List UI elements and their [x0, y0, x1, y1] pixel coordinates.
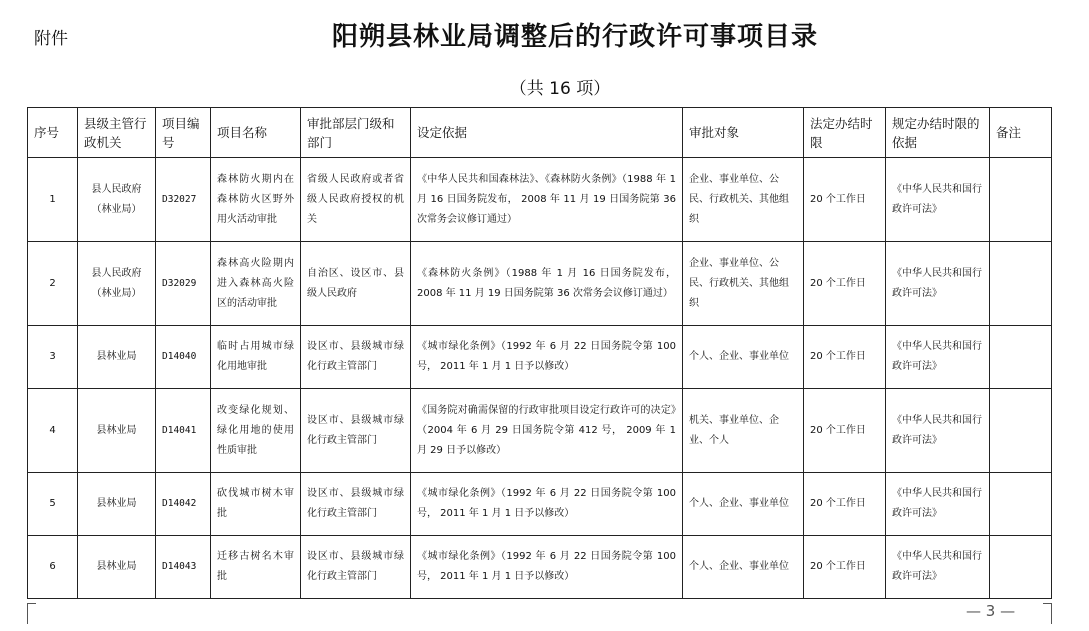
table-row	[28, 242, 1052, 326]
annex-label: 附件	[34, 29, 68, 49]
row-number: 6	[28, 536, 78, 599]
row-item-code: D14040	[156, 326, 211, 389]
row-item-name: 迁移古树名木审批	[211, 536, 301, 599]
column-header: 序号	[28, 108, 78, 158]
row-number: 4	[28, 389, 78, 473]
row-remark	[990, 242, 1052, 326]
row-remark	[990, 326, 1052, 389]
row-approval-object: 个人、企业、事业单位	[683, 326, 804, 389]
row-item-code: D14042	[156, 473, 211, 536]
document-title: 阳朔县林业局调整后的行政许可事项目录	[331, 22, 818, 52]
table-row	[28, 389, 1052, 473]
table-row	[28, 536, 1052, 599]
row-agency: 县林业局	[78, 473, 156, 536]
row-time-limit-basis: 《中华人民共和国行政许可法》	[886, 242, 990, 326]
row-approval-object: 机关、事业单位、企业、个人	[683, 389, 804, 473]
row-item-name: 改变绿化规划、绿化用地的使用性质审批	[211, 389, 301, 473]
column-header: 设定依据	[411, 108, 683, 158]
row-item-code: D32027	[156, 158, 211, 242]
permit-table	[27, 107, 1052, 599]
row-agency: 县林业局	[78, 536, 156, 599]
column-header: 审批对象	[683, 108, 804, 158]
row-legal-basis: 《中华人民共和国森林法》、《森林防火条例》（1988 年 1 月 16 日国务院发布， 2008 年 11 月 19 日国务院第 36 次常务会议修订通过）	[411, 158, 683, 242]
row-legal-basis: 《国务院对确需保留的行政审批项目设定行政许可的决定》（2004 年 6 月 29 日国务院令第 412 号， 2009 年 1 月 29 日予以修改）	[411, 389, 683, 473]
row-time-limit-basis: 《中华人民共和国行政许可法》	[886, 473, 990, 536]
row-time-limit: 20 个工作日	[804, 473, 886, 536]
row-legal-basis: 《城市绿化条例》（1992 年 6 月 22 日国务院令第 100 号， 2011 年 1 月 1 日予以修改）	[411, 473, 683, 536]
row-approval-dept: 省级人民政府或者省级人民政府授权的机关	[301, 158, 411, 242]
row-remark	[990, 536, 1052, 599]
row-approval-dept: 设区市、县级城市绿化行政主管部门	[301, 389, 411, 473]
item-count: （共 16 项）	[509, 79, 611, 99]
row-approval-object: 个人、企业、事业单位	[683, 536, 804, 599]
row-remark	[990, 473, 1052, 536]
table-header-row	[28, 108, 1052, 158]
row-time-limit: 20 个工作日	[804, 326, 886, 389]
row-approval-object: 企业、事业单位、公民、行政机关、其他组织	[683, 158, 804, 242]
row-remark	[990, 158, 1052, 242]
crop-mark-right	[1043, 603, 1052, 624]
column-header: 项目名称	[211, 108, 301, 158]
row-time-limit-basis: 《中华人民共和国行政许可法》	[886, 389, 990, 473]
row-item-code: D14041	[156, 389, 211, 473]
row-agency: 县林业局	[78, 326, 156, 389]
row-time-limit: 20 个工作日	[804, 242, 886, 326]
crop-mark-left	[27, 603, 36, 624]
row-agency: 县人民政府（林业局）	[78, 242, 156, 326]
column-header: 项目编号	[156, 108, 211, 158]
column-header: 县级主管行政机关	[78, 108, 156, 158]
row-time-limit-basis: 《中华人民共和国行政许可法》	[886, 158, 990, 242]
column-header: 备注	[990, 108, 1052, 158]
row-item-name: 森林高火险期内进入森林高火险区的活动审批	[211, 242, 301, 326]
row-number: 1	[28, 158, 78, 242]
row-item-code: D14043	[156, 536, 211, 599]
table-row	[28, 326, 1052, 389]
row-time-limit-basis: 《中华人民共和国行政许可法》	[886, 326, 990, 389]
column-header: 审批部层门级和部门	[301, 108, 411, 158]
page-number: — 3 —	[966, 602, 1016, 620]
row-item-name: 森林防火期内在森林防火区野外用火活动审批	[211, 158, 301, 242]
row-number: 5	[28, 473, 78, 536]
column-header: 规定办结时限的依据	[886, 108, 990, 158]
row-approval-dept: 设区市、县级城市绿化行政主管部门	[301, 326, 411, 389]
row-agency: 县人民政府（林业局）	[78, 158, 156, 242]
row-agency: 县林业局	[78, 389, 156, 473]
row-item-name: 临时占用城市绿化用地审批	[211, 326, 301, 389]
row-legal-basis: 《城市绿化条例》（1992 年 6 月 22 日国务院令第 100 号， 2011 年 1 月 1 日予以修改）	[411, 326, 683, 389]
row-approval-object: 个人、企业、事业单位	[683, 473, 804, 536]
row-item-code: D32029	[156, 242, 211, 326]
row-approval-dept: 设区市、县级城市绿化行政主管部门	[301, 473, 411, 536]
row-approval-object: 企业、事业单位、公民、行政机关、其他组织	[683, 242, 804, 326]
row-item-name: 砍伐城市树木审批	[211, 473, 301, 536]
row-time-limit: 20 个工作日	[804, 158, 886, 242]
column-header: 法定办结时限	[804, 108, 886, 158]
row-time-limit: 20 个工作日	[804, 389, 886, 473]
row-legal-basis: 《城市绿化条例》（1992 年 6 月 22 日国务院令第 100 号， 2011 年 1 月 1 日予以修改）	[411, 536, 683, 599]
row-number: 3	[28, 326, 78, 389]
table-row	[28, 473, 1052, 536]
row-remark	[990, 389, 1052, 473]
row-approval-dept: 设区市、县级城市绿化行政主管部门	[301, 536, 411, 599]
row-number: 2	[28, 242, 78, 326]
row-legal-basis: 《森林防火条例》（1988 年 1 月 16 日国务院发布，2008 年 11 月 19 日国务院第 36 次常务会议修订通过）	[411, 242, 683, 326]
table-row	[28, 158, 1052, 242]
row-approval-dept: 自治区、设区市、县级人民政府	[301, 242, 411, 326]
row-time-limit-basis: 《中华人民共和国行政许可法》	[886, 536, 990, 599]
row-time-limit: 20 个工作日	[804, 536, 886, 599]
